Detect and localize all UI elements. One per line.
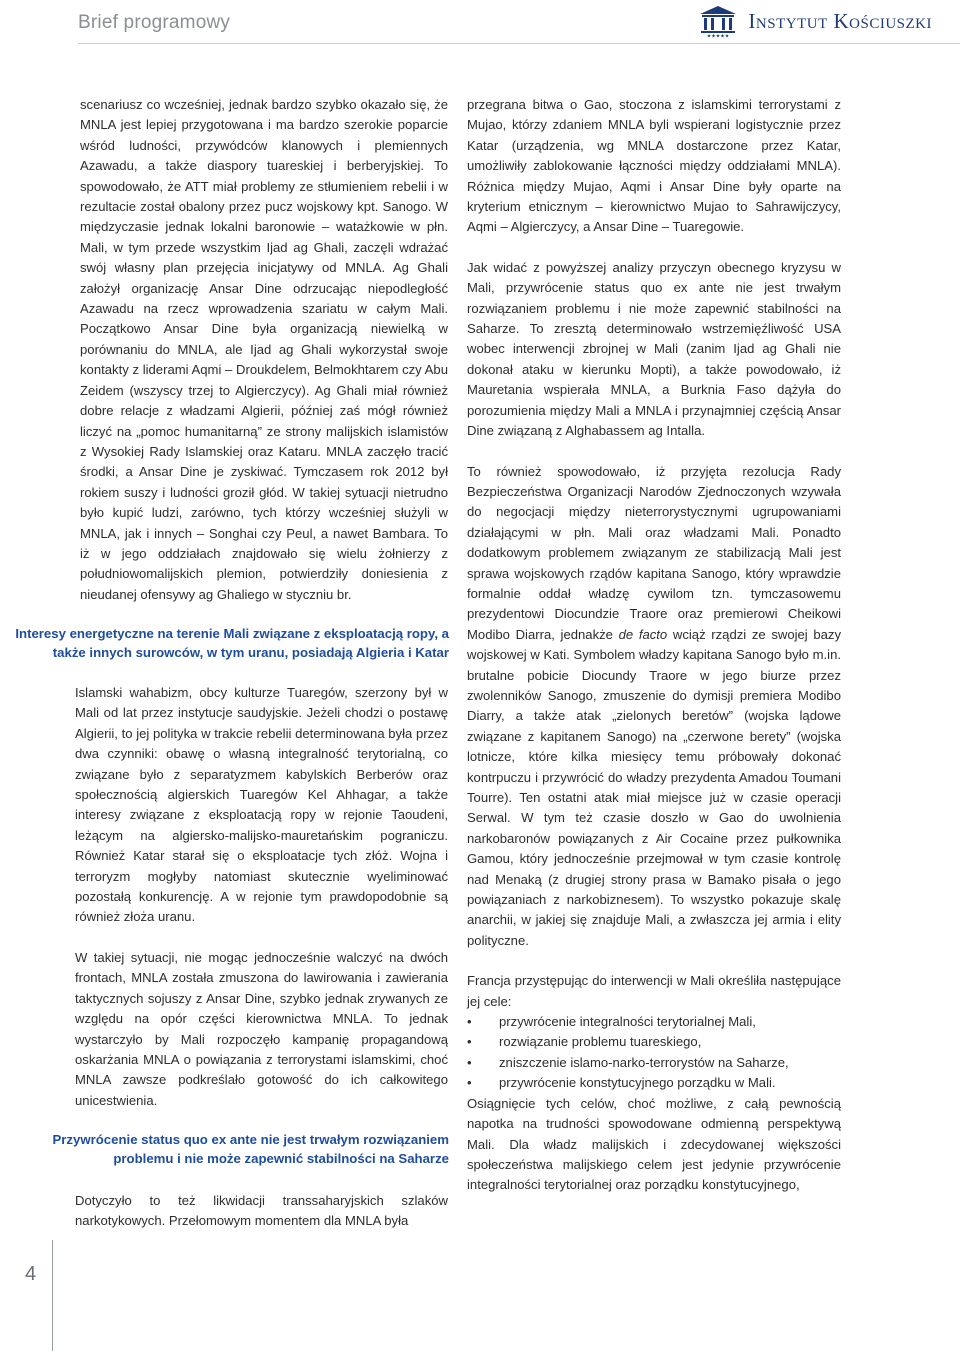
list-item: • przywrócenie konstytucyjnego porządku w Mali. <box>467 1073 841 1093</box>
paragraph: Jak widać z powyższej analizy przyczyn obecnego kryzysu w Mali, przywrócenie status quo ex ante nie jest trwałym rozwiązaniem problemu i nie może zapewnić stabilności na Saharze. To zresztą determinowało wstrzemięźliwość USA wobec interwencji zbrojnej w Mali (zanim Ijad ag Ghali nie dokonał ataku w kierunku Mopti), a także powodowało, iż Mauretania wspierała MNLA, a Burknia Faso dążyła do porozumienia między Mali a MNLA i przynajmniej częścią Ansar Dine związaną z Alghabassem ag Intalla. <box>467 259 841 439</box>
right-column <box>467 95 841 1196</box>
list-item: • zniszczenie islamo-narko-terrorystów na Saharze, <box>467 1053 841 1073</box>
bullet-list <box>467 1012 841 1094</box>
section-heading-status-quo: Przywrócenie status quo ex ante nie jest trwałym rozwiązaniem problemu i nie może zapewnić stabilności na Saharze <box>52 1132 449 1166</box>
page-number: 4 <box>25 1263 37 1285</box>
paragraph: Francja przystępując do interwencji w Mali określiła następujące jej cele: <box>467 973 841 1009</box>
left-column-bottom <box>75 1191 448 1232</box>
paragraph: scenariusz co wcześniej, jednak bardzo szybko okazało się, że MNLA jest lepiej przygotowana i ma bardzo szerokie poparcie wśród ludności, przywódców klanowych i plemiennych Azawadu, a także diaspory tuareskiej i berberyjskiej. To spowodowało, że ATT miał problemy ze stłumieniem rebelii i w rezultacie został obalony przez pucz wojskowy kpt. Sanogo. W międzyczasie jednak lokalni baronowie – watażkowie w płn. Mali, w tym przede wszystkim Ijad ag Ghali, zaczęli wdrażać swój własny plan przejęcia inicjatywy od MNLA. Ag Ghali założył organizację Ansar Dine odrzucając niepodległość Azawadu na rzecz wprowadzenia szariatu w całym Mali. Początkowo Ansar Dine była organizacją niewielką w porównaniu do MNLA, ale Ijad ag Ghali wykorzystał swoje kontakty z liderami Aqmi – Droukdelem, Belmokhtarem czy Abu Zeidem (wszyscy trzej to Algierczycy). Ag Ghali miał również dobre relacje z władzami Algierii, później zaś mógł również liczyć na „pomoc humanitarną” ze strony malijskich islamistów z Wysokiej Rady Islamskiej oraz Kataru. MNLA zaczęło tracić środki, a Ansar Dine je zyskiwać. Tymczasem rok 2012 był rokiem suszy i ludności groził głód. W takiej sytuacji nietrudno było kupić ludzi, zarówno, tych którzy wcześniej służyli w MNLA, jak i innych – Songhai czy Peul, a nawet Bambara. To iż w jego oddziałach znajdowało się wielu żołnierzy z południowomalijskich plemion, potwierdziły doniesienia z nieudanej ofensywy ag Ghaliego w styczniu br. <box>80 97 448 602</box>
paragraph: Osiągnięcie tych celów, choć możliwe, z całą pewnością napotka na trudności spowodowane odmienną perspektywą Mali. Dla władz malijskich i zdecydowanej większości społeczeństwa malijskiego celem jest jedynie przywrócenie integralności terytorialnej oraz porządku konstytucyjnego, <box>467 1095 841 1193</box>
list-item: • przywrócenie integralności terytorialnej Mali, <box>467 1012 841 1032</box>
paragraph: Islamski wahabizm, obcy kulturze Tuaregów, szerzony był w Mali od lat przez instytucje saudyjskie. Jeżeli chodzi o postawę Algierii, to jej polityka w trakcie rebelii determinowana była przez dwa czynniki: obawę o własną integralność terytorialną, co związane było z separatyzmem kabylskich Berberów oraz społecznością algierskich Tuaregów Kel Ahhagar, a także interesy związane z eksploatacją ropy w rejonie Taoudeni, leżącym na algiersko-malijsko-mauretańskim pograniczu. Również Katar starał się o eksploatacje tych złóż. Wojna i terroryzm mogłyby natomiast skutecznie wyeliminować pozostałą konkurencję. A w rejonie tym prawdopodobnie są również złoża uranu. <box>75 685 448 925</box>
list-item: • rozwiązanie problemu tuareskiego, <box>467 1032 841 1052</box>
paragraph: Dotyczyło to też likwidacji transsaharyjskich szlaków narkotykowych. Przełomowym momentem dla MNLA była <box>75 1193 448 1229</box>
text-run: To również spowodowało, iż przyjęta rezolucja Rady Bezpieczeństwa Organizacji Narodów Zjednoczonych wzywała do negocjacji między nieterrorystycznymi ugrupowaniami działającymi w płn. Mali oraz władzami Mali. Ponadto dodatkowym problemem związanym ze stabilizacją Mali jest sprawa wojskowych rządów kapitana Sanogo, który wprawdzie formalnie oddał władzę cywilom tzn. tymczasowemu prezydentowi Diocundzie Traore oraz premierowi Cheikowi Modibo Diarra, jednakże <box>467 463 841 642</box>
italic-text-run: de facto <box>618 626 668 642</box>
logo-text: Instytut Kościuszki <box>748 8 932 33</box>
paragraph: przegrana bitwa o Gao, stoczona z islamskimi terrorystami z Mujao, którzy zdaniem MNLA byli wspierani logistycznie przez Katar (urządzenia, wg MNLA dostarczone przez Katar, umożliwiły zablokowanie łączności między oddziałami MNLA). Różnica między Mujao, Aqmi i Ansar Dine były oparte na kryterium etnicznym – kierownictwo Mujao to Sahrawijczycy, Aqmi – Algierczycy, a Ansar Dine – Tuaregowie. <box>467 97 841 235</box>
left-column-middle <box>75 683 448 1111</box>
left-column-top <box>80 95 448 605</box>
section-heading-energy: Interesy energetyczne na terenie Mali związane z eksploatacją ropy, a także innych surowców, w tym uranu, posiadają Algieria i Katar <box>15 626 449 660</box>
building-columns-icon <box>696 4 740 38</box>
svg-text:★★★★★: ★★★★★ <box>707 33 730 38</box>
paragraph <box>467 462 841 952</box>
institute-logo <box>632 4 932 38</box>
footer-divider <box>52 1240 53 1351</box>
document-type-title: Brief programowy <box>78 12 231 33</box>
paragraph: W takiej sytuacji, nie mogąc jednocześnie walczyć na dwóch frontach, MNLA została zmuszona do lawirowania i zawierania taktycznych sojuszy z Ansar Dine, szybko jednak zrywanych ze względu na opór części kierownictwa MNLA. To jednak wystarczyło by Mali rozpoczęło kampanię propagandową oskarżania MNLA o powiązania z terrorystami islamskimi, choć MNLA zawsze podkreślało gotowość do ich całkowitego unicestwienia. <box>75 949 448 1108</box>
text-run: wciąż rządzi ze swojej bazy wojskowej w Kati. Symbolem władzy kapitana Sanogo było m.in. brutalne pobicie Diocundy Traore w jego biurze przez zwolenników Sanogo, zmuszenie do dymisji premiera Modibo Diarry, a także atak „zielonych beretów” (wojska lądowe związane z kapitanem Sanogo) na „czerwone berety” (wojska lotnicze, które kilka miesięcy temu próbowały dokonać kontrpuczu i przywrócić do władzy prezydenta Amadou Toumani Tourre). Ten ostatni atak miał miejsce już w czasie operacji Serwal. W tym też czasie doszło w Gao do uwolnienia narkobaronów powiązanych z Air Cocaine przez pułkownika Gamou, który jednocześnie przejmował w tym czasie kontrolę nad Menaką (z drugiej strony prasa w Bamako pisała o jego powiązaniach z narkobiznesem). To wszystko pokazuje skalę anarchii, w jakiej się znajduje Mali, a zwłaszcza jej armia i elity polityczne. <box>467 626 842 948</box>
header-divider <box>78 43 960 44</box>
